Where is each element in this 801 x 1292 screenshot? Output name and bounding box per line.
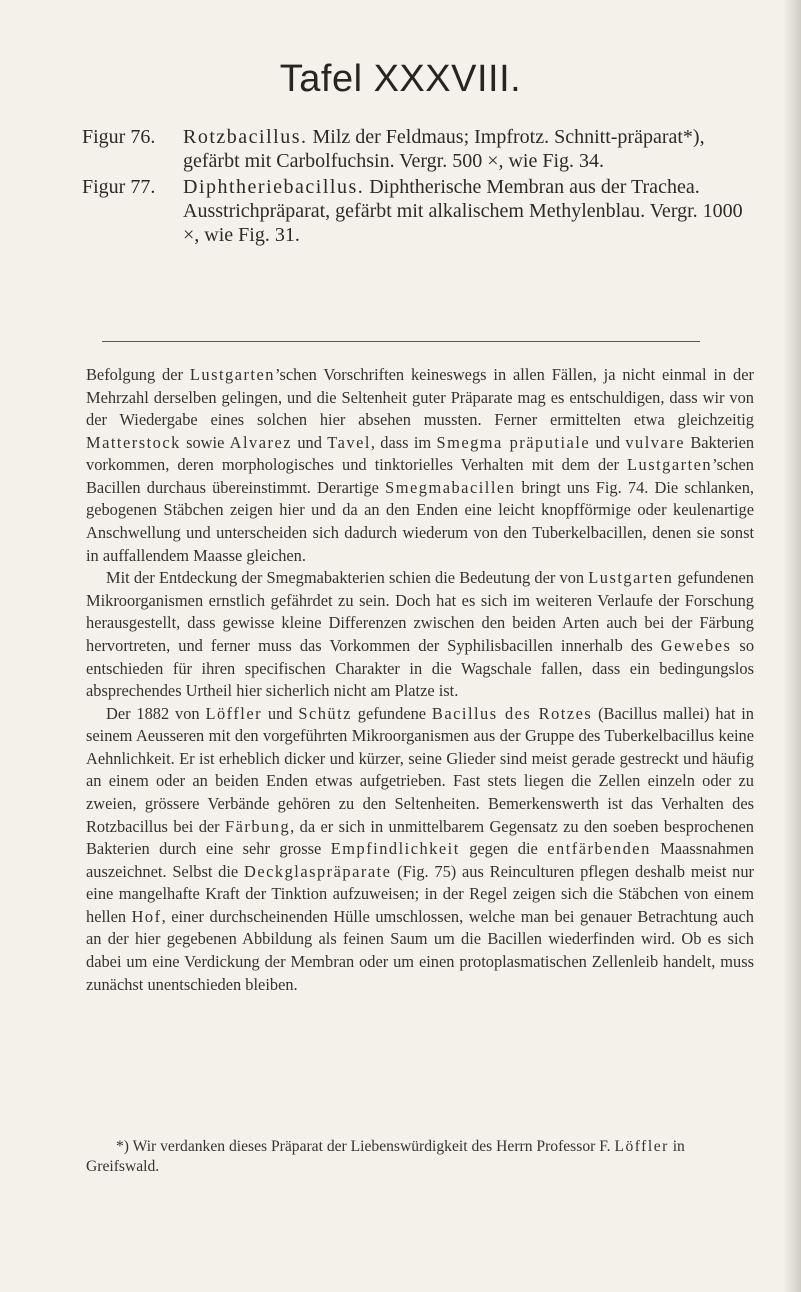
footnote-marker: *) xyxy=(116,1138,129,1155)
paragraph: Der 1882 von Löffler und Schütz gefundene Bacillus des Rotzes (Bacillus mallei) hat in seinem Aeusseren mit den vorgeführten Mikroorganismen aus der Gruppe des Tuberkelbacillus keine Aehnlichkeit. Er ist erheblich dicker und kürzer, seine Glieder sind meist gerade gestreckt und häufig an einem oder an beiden Enden etwas aufgetrieben. Fast stets liegen die Zellen einzeln oder zu zweien, grössere Verbände gehören zu den Seltenheiten. Bemerkenswerth ist das Verhalten des Rotzbacillus bei der Färbung, da er sich in unmittelbarem Gegensatz zu den soeben besprochenen Bakterien durch eine sehr grosse Empfindlichkeit gegen die entfärbenden Maassnahmen auszeichnet. Selbst die Deckglaspräparate (Fig. 75) aus Reinculturen pflegen deshalb meist nur eine mangelhafte Kraft der Tinktion aufzuweisen; in der Regel zeigen sich die Stäbchen von einem hellen Hof, einer durchscheinenden Hülle umschlossen, welche man bei genauer Betrachtung auch an der hier gegebenen Abbildung als feinen Saum um die Bacillen wiederfinden wird. Ob es sich dabei um eine Verdickung der Membran oder um einen protoplasmatischen Zellenleib handelt, muss zunächst unentschieden bleiben. xyxy=(86,703,755,994)
page-title: Tafel XXXVIII. xyxy=(279,58,522,100)
organism-name: Diphtheriebacillus. xyxy=(183,176,365,198)
figure-caption xyxy=(82,125,752,173)
figure-caption xyxy=(82,175,752,247)
organism-name: Rotzbacillus. xyxy=(183,126,308,148)
figure-captions xyxy=(82,125,752,249)
figure-label: Figur 76. xyxy=(82,126,156,148)
footnote xyxy=(86,1137,754,1177)
paragraph: Befolgung der Lustgarten’schen Vorschriften keineswegs in allen Fällen, ja nicht einmal in der Mehrzahl derselben gelingen, und die Seltenheit guter Präparate mag es entschuldigen, dass wir von der Wiedergabe eines solchen hier absehen mussten. Ferner ermittelten etwa gleichzeitig Matterstock sowie Alvarez und Tavel, dass im Smegma präputiale und vulvare Bakterien vorkommen, deren morphologisches und tinktorielles Verhalten mit dem der Lustgarten’schen Bacillen durchaus übereinstimmt. Derartige Smegmabacillen bringt uns Fig. 74. Die schlanken, gebogenen Stäbchen zeigen hier und da an den Enden eine leicht knopfförmige oder keulenartige Anschwellung und unterscheiden sich dadurch wiederum von den Tuberkelbacillen, denen sie sonst in auffallendem Maasse gleichen. xyxy=(86,365,755,565)
paragraph: Mit der Entdeckung der Smegmabakterien schien die Bedeutung der von Lustgarten gefundenen Mikroorganismen ernstlich gefährdet zu sein. Doch hat es sich im weiteren Verlaufe der Forschung herausgestellt, dass gewisse kleine Differenzen zwischen den beiden Arten auch bei der Färbung hervortreten, und ferner muss das Vorkommen der Syphilisbacillen innerhalb des Gewebes so entschieden für ihren specifischen Charakter in die Wagschale fallen, dass ein bedingungslos absprechendes Urtheil hier sicherlich nicht am Platze ist. xyxy=(86,568,755,701)
body-text xyxy=(86,364,754,996)
horizontal-rule xyxy=(102,341,700,342)
footnote-rest: in Greifswald. xyxy=(86,1138,685,1175)
caption-text: Diphtherische Membran aus der Trachea. Ausstrichpräparat, gefärbt mit alkalischem Methylenblau. Vergr. 1000 ×, wie Fig. 31. xyxy=(183,176,743,246)
caption-text: Milz der Feldmaus; Impfrotz. Schnitt-präparat*), gefärbt mit Carbolfuchsin. Vergr. 500 ×, wie Fig. 34. xyxy=(183,126,705,172)
footnote-text: Wir verdanken dieses Präparat der Liebenswürdigkeit des Herrn Professor F. xyxy=(129,1138,615,1155)
page-edge-shadow xyxy=(783,0,801,1292)
figure-label: Figur 77. xyxy=(82,176,156,198)
footnote-name: Löffler xyxy=(614,1138,669,1155)
